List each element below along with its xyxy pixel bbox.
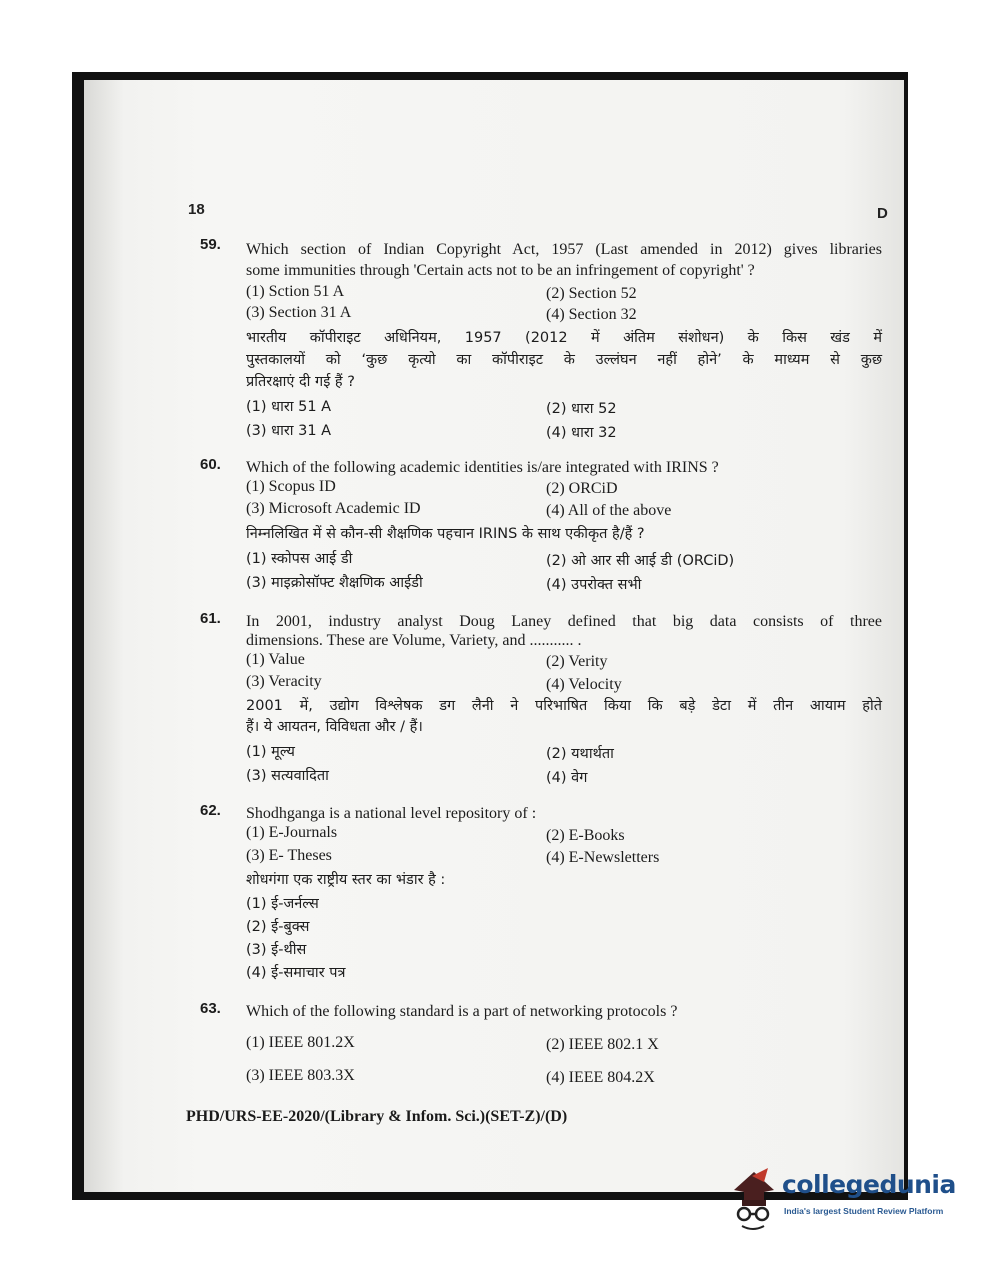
- option-1: (1) Sction 51 A: [246, 283, 345, 300]
- question-text: Which section of Indian Copyright Act, 1957 (Last amended in 2012) gives libraries: [246, 241, 882, 258]
- question-number: 63.: [200, 1000, 221, 1017]
- question-number: 60.: [200, 456, 221, 473]
- question-text-hindi: निम्नलिखित में से कौन-सी शैक्षणिक पहचान IRINS के साथ एकीकृत है/हैं ?: [246, 526, 645, 542]
- option-4-hindi: (4) ई-समाचार पत्र: [246, 965, 346, 981]
- option-1-hindi: (1) स्कोपस आई डी: [246, 551, 353, 567]
- question-text: In 2001, industry analyst Doug Laney defined that big data consists of three: [246, 613, 882, 630]
- option-3: (3) Veracity: [246, 673, 322, 690]
- option-2-hindi: (2) यथार्थता: [546, 746, 614, 762]
- option-3-hindi: (3) ई-थीस: [246, 942, 307, 958]
- question-text-hindi: पुस्तकालयों को ‘कुछ कृत्यो का कॉपीराइट के उल्लंघन नहीं होने’ के माध्यम से कुछ: [246, 352, 882, 368]
- question-text: Which of the following standard is a part of networking protocols ?: [246, 1003, 678, 1020]
- option-3: (3) Microsoft Academic ID: [246, 500, 421, 517]
- question-text: dimensions. These are Volume, Variety, and ........... .: [246, 632, 582, 649]
- option-2-hindi: (2) धारा 52: [546, 401, 617, 417]
- option-4-hindi: (4) वेग: [546, 770, 588, 786]
- question-number: 61.: [200, 610, 221, 627]
- option-1: (1) E-Journals: [246, 824, 338, 841]
- question-text: Shodhganga is a national level repository of :: [246, 805, 537, 822]
- option-3-hindi: (3) माइक्रोसॉफ्ट शैक्षणिक आईडी: [246, 575, 423, 591]
- brand-tagline: India's largest Student Review Platform: [784, 1206, 944, 1216]
- option-1: (1) Scopus ID: [246, 478, 336, 495]
- option-1: (1) Value: [246, 651, 305, 668]
- question-text: some immunities through 'Certain acts not to be an infringement of copyright' ?: [246, 262, 755, 279]
- option-2: (2) IEEE 802.1 X: [546, 1036, 659, 1053]
- option-2: (2) Verity: [546, 653, 608, 670]
- question-number: 59.: [200, 236, 221, 253]
- option-4: (4) Velocity: [546, 676, 622, 693]
- option-3: (3) Section 31 A: [246, 304, 352, 321]
- question-text-hindi: 2001 में, उद्योग विश्लेषक डग लैनी ने परिभाषित किया कि बड़े डेटा में तीन आयाम होते: [246, 698, 882, 714]
- graduate-icon: [724, 1168, 784, 1232]
- set-code: D: [877, 205, 888, 222]
- option-2-hindi: (2) ओ आर सी आई डी (ORCiD): [546, 553, 735, 569]
- option-3-hindi: (3) सत्यवादिता: [246, 768, 329, 784]
- option-4: (4) E-Newsletters: [546, 849, 660, 866]
- option-4: (4) Section 32: [546, 306, 637, 323]
- page-number: 18: [188, 201, 205, 218]
- question-number: 62.: [200, 802, 221, 819]
- option-3: (3) IEEE 803.3X: [246, 1067, 355, 1084]
- collegedunia-logo: [724, 1168, 964, 1232]
- option-3: (3) E- Theses: [246, 847, 332, 864]
- option-1-hindi: (1) मूल्य: [246, 744, 295, 760]
- option-3-hindi: (3) धारा 31 A: [246, 423, 332, 439]
- option-2-hindi: (2) ई-बुक्स: [246, 919, 310, 935]
- option-1-hindi: (1) ई-जर्नल्स: [246, 896, 319, 912]
- brand-name: collegedunia: [782, 1170, 956, 1199]
- option-2: (2) Section 52: [546, 285, 637, 302]
- option-4-hindi: (4) धारा 32: [546, 425, 617, 441]
- option-4: (4) All of the above: [546, 502, 672, 519]
- option-2: (2) ORCiD: [546, 480, 618, 497]
- question-text-hindi: भारतीय कॉपीराइट अधिनियम, 1957 (2012 में अंतिम संशोधन) के किस खंड में: [246, 330, 882, 346]
- option-2: (2) E-Books: [546, 827, 625, 844]
- option-1: (1) IEEE 801.2X: [246, 1034, 355, 1051]
- option-4-hindi: (4) उपरोक्त सभी: [546, 577, 642, 593]
- option-4: (4) IEEE 804.2X: [546, 1069, 655, 1086]
- question-text-hindi: हैं। ये आयतन, विविधता और / हैं।: [246, 719, 423, 735]
- question-text-hindi: प्रतिरक्षाएं दी गई हैं ?: [246, 374, 355, 390]
- option-1-hindi: (1) धारा 51 A: [246, 399, 332, 415]
- paper-code-footer: PHD/URS-EE-2020/(Library & Infom. Sci.)(SET-Z)/(D): [186, 1108, 568, 1125]
- question-text: Which of the following academic identities is/are integrated with IRINS ?: [246, 459, 719, 476]
- question-text-hindi: शोधगंगा एक राष्ट्रीय स्तर का भंडार है :: [246, 872, 446, 888]
